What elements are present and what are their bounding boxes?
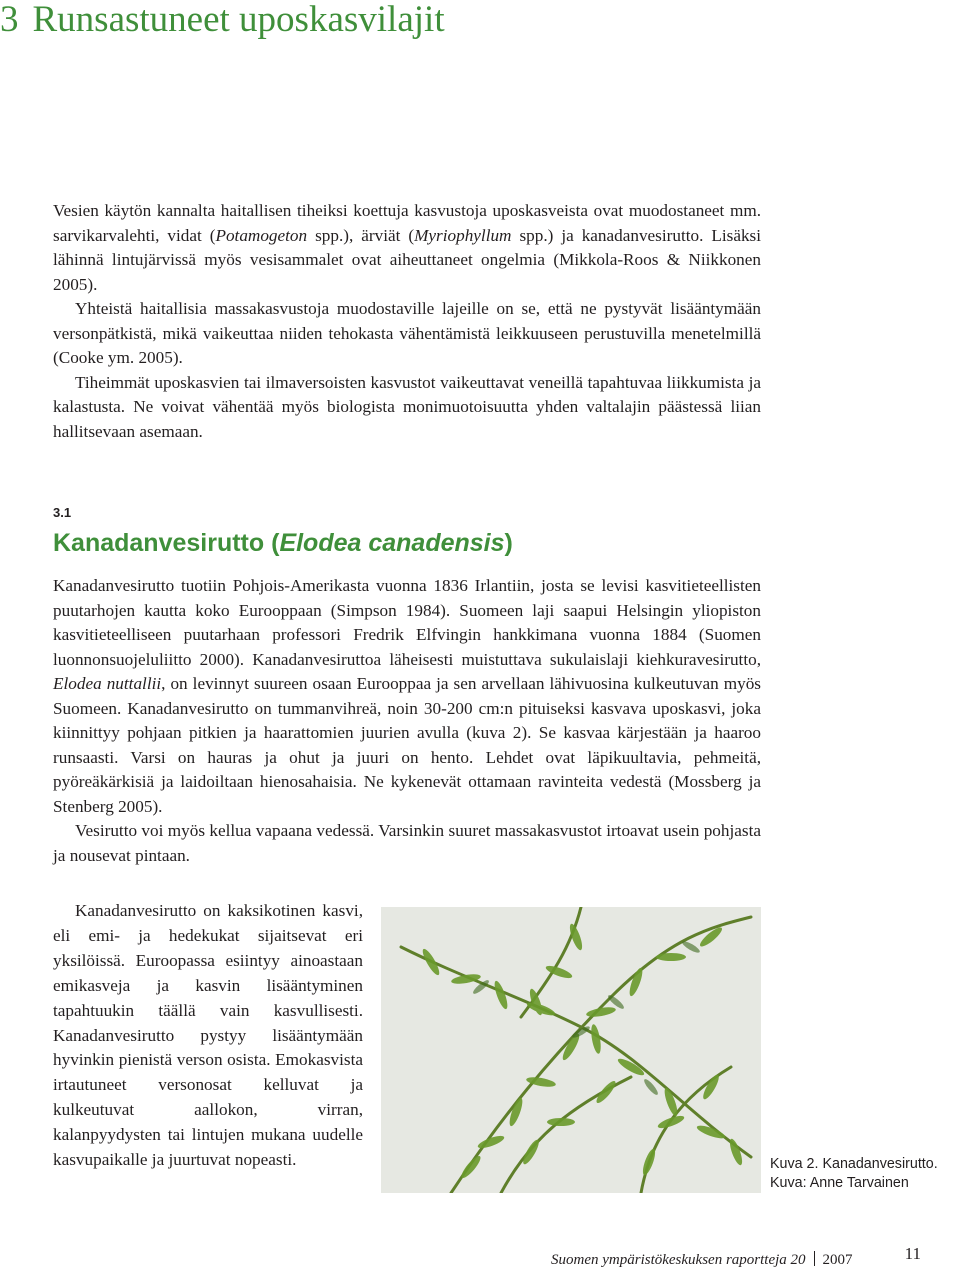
section-title-text-b: ) <box>504 529 513 557</box>
section-paragraph-3: Kanadanvesirutto on kaksikotinen kasvi, eli emi- ja hedekukat sijaitsevat eri yksilöissä. Euroopassa esiintyy ainoastaan emikasveja ja kasvin lisääntyminen tapahtuukin täällä vain kasvullisesti. Kanadanvesirutto pystyy lisääntymään hyvinkin pienistä verson osista. Emokasvista irtautuneet versonosat kelluvat ja kulkeutuvat aallokon, virran, kalanpyydysten tai lintujen mukana uudelle kasvupaikalle ja juurtuvat nopeasti. <box>53 901 363 1170</box>
section-p1-text-b: , on levinnyt suureen osaan Eurooppaa ja sen arvellaan lähivuosina kulkeutuvan myös Suomeen. Kanadanvesirutto on tummanvihreä, noin 30-200 cm:n pituiseksi kasvava uposkasvi, joka kiinnittyy pohjaan pitkien ja haarattomien juurien avulla (kuva 2). Se kasvaa kärjestään ja haaroo runsaasti. Varsi on hauras ja ohut ja juuri on hento. Lehdet ovat läpikuultavia, pehmeitä, pyöreäkärkisiä ja laidoiltaan hienosahaisia. Ne kykenevät ottamaan ravinteita vedestä (Mossberg ja Stenberg 2005). <box>53 674 761 816</box>
section-title-text-a: Kanadanvesirutto ( <box>53 529 280 557</box>
section-p1-text-a: Kanadanvesirutto tuotiin Pohjois-Amerikasta vuonna 1836 Irlantiin, josta se levisi kasvitieteellisten puutarhojen kautta koko Eurooppaan (Simpson 1984). Suomeen laji saapui Helsingin yliopiston kasvitieteelliseen puutarhaan professori Fredrik Elfvingin hankkimana vuonna 1884 (Suomen luonnonsuojeluliitto 2000). Kanadanvesiruttoa läheisesti muistuttava sukulaislaji kiehkuravesirutto, <box>53 576 761 669</box>
section-title <box>53 527 513 559</box>
page-footer <box>551 1244 921 1270</box>
figure-caption <box>770 1155 960 1193</box>
elodea-plant-image <box>381 907 761 1193</box>
elodea-photo <box>381 907 761 1193</box>
intro-p1-text-a: Vesien käytön kannalta haitallisen tiheiksi koettuja kasvustoja uposkasveista ovat muodostaneet mm. sarvikarvalehti, vidat ( <box>53 201 761 245</box>
section-number: 3.1 <box>53 505 72 520</box>
footer-separator <box>814 1251 815 1266</box>
species-elodea-nuttallii: Elodea nuttallii <box>53 674 162 693</box>
intro-paragraph-1 <box>53 199 761 297</box>
section-paragraph-2: Vesirutto voi myös kellua vapaana vedessä. Varsinkin suuret massakasvustot irtoavat usein pohjasta ja nousevat pintaan. <box>53 821 761 865</box>
footer-issue: 20 <box>790 1252 806 1268</box>
intro-text <box>53 199 761 444</box>
genus-myriophyllum: Myriophyllum <box>414 225 512 245</box>
footer-year: 2007 <box>822 1252 853 1268</box>
section-title-species: Elodea canadensis <box>279 529 505 557</box>
chapter-title-text: Runsastuneet uposkasvilajit <box>32 0 445 40</box>
chapter-title <box>0 0 445 40</box>
section-body-text <box>53 574 761 868</box>
intro-paragraph-2: Yhteistä haitallisia massakasvustoja muodostaville lajeille on se, että ne pystyvät lisääntymään versonpätkistä, mikä vaikeuttaa niiden tehokasta vähentämistä leikkuuseen perustuvilla menetelmillä (Cooke ym. 2005). <box>53 299 761 367</box>
genus-potamogeton: Potamogeton <box>215 225 308 245</box>
intro-paragraph-3: Tiheimmät uposkasvien tai ilmaversoisten kasvustot vaikeuttavat veneillä tapahtuvaa liikkumista ja kalastusta. Ne voivat vähentää myös biologista monimuotoisuutta yhden valtalajin päästessä liian hallitsevaan asemaan. <box>53 372 761 441</box>
chapter-number: 3 <box>0 0 19 40</box>
caption-title: Kuva 2. Kanadanvesirutto. <box>770 1156 938 1172</box>
intro-p1-text-c: spp.) ja kanadanvesirutto. Lisäksi lähinnä lintujärvissä myös vesisammalet ovat aiheuttaneet ongelmia (Mikkola-Roos & Niikkonen 2005). <box>53 225 762 294</box>
section-paragraph-1 <box>53 574 761 819</box>
page-number: 11 <box>904 1244 921 1263</box>
footer-series: Suomen ympäristökeskuksen raportteja <box>551 1252 787 1268</box>
intro-p1-text-b: spp.), ärviät ( <box>307 225 415 245</box>
caption-credit: Kuva: Anne Tarvainen <box>770 1175 909 1191</box>
side-column-text <box>53 899 363 1173</box>
